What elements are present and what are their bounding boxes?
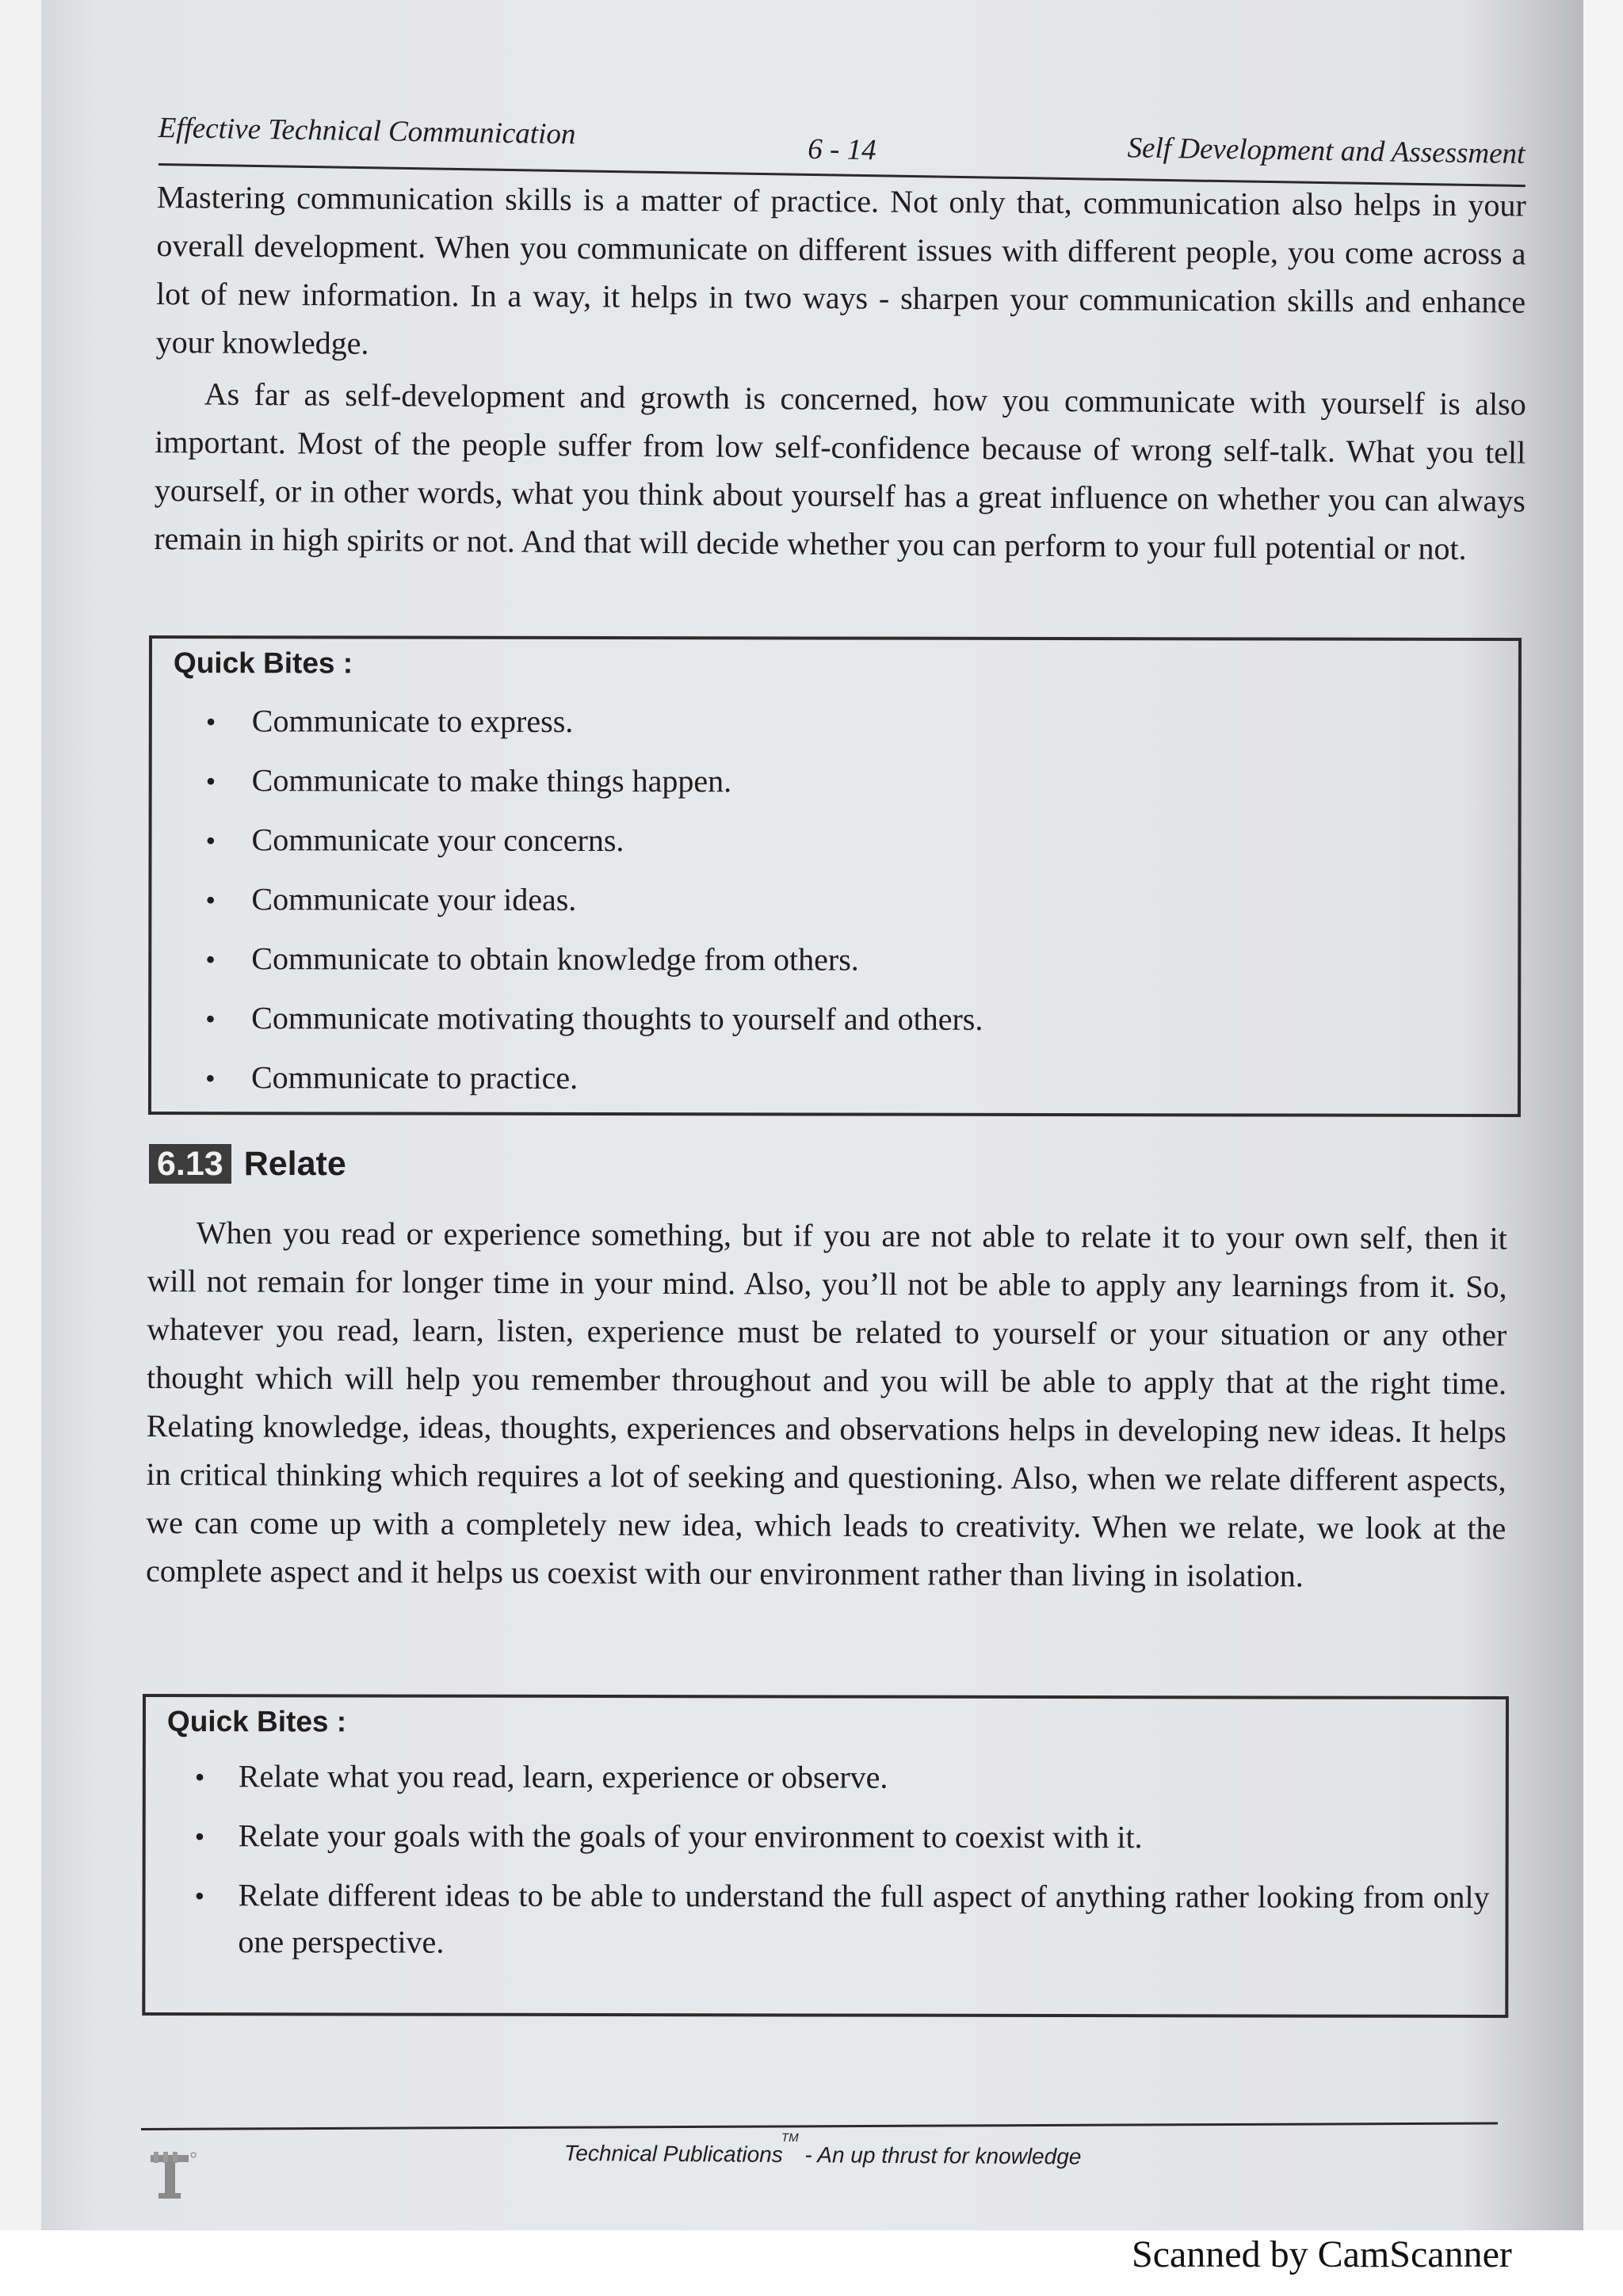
list-item: • Relate your goals with the goals of your environment to coexist with it. xyxy=(146,1812,1506,1861)
page-edge xyxy=(0,0,41,2230)
section-number: 6.13 xyxy=(149,1144,231,1184)
bullet-icon: • xyxy=(205,765,216,798)
section-heading xyxy=(149,1143,346,1184)
publisher-name: Technical Publications xyxy=(563,2140,783,2167)
quick-bites-title: Quick Bites : xyxy=(173,646,353,680)
paragraph-relate: When you read or experience something, but if you are not able to relate it to your own self, then it will not remain for longer time in your mind. Also, you’ll not be able to apply any learnings from it. So, whatever you read, learn, listen, experience must be related to yourself or your situation or any other thought which will help you remember throughout and you will be able to apply that at the right time. Relating knowledge, ideas, thoughts, experiences and observations helps in developing new ideas. It helps in critical thinking which requires a lot of seeking and questioning. Also, when we relate different aspects, we can come up with a completely new idea, which leads to creativity. When we relate, we look at the complete aspect and it helps us coexist with our environment rather than living in isolation. xyxy=(145,1215,1507,1594)
quick-bites-list xyxy=(151,700,1518,1119)
bullet-icon: • xyxy=(194,1821,205,1853)
bullet-icon: • xyxy=(194,1761,205,1794)
trademark-mark: TM xyxy=(781,2130,799,2145)
quick-bites-title: Quick Bites : xyxy=(166,1705,347,1738)
list-item: • Communicate to practice. xyxy=(151,1057,1518,1100)
list-item: • Relate what you read, learn, experience or observe. xyxy=(146,1753,1506,1802)
page-number: 6 - 14 xyxy=(808,132,876,167)
quick-bites-box-relate xyxy=(142,1694,1509,2018)
paragraph-self-development: As far as self-development and growth is concerned, how you communicate with yourself is also important. Most of the people suffer from low self-confidence because of wrong self-talk. What you tell yourself, or in other words, what you think about yourself has a great influence on whether you can always remain in high spirits or not. And that will decide whether you can perform to your full potential or not. xyxy=(154,376,1526,567)
chapter-title: Self Development and Assessment xyxy=(1127,132,1526,171)
quick-bites-box-communicate xyxy=(148,635,1522,1117)
book-title: Effective Technical Communication xyxy=(158,111,576,151)
camscanner-watermark: Scanned by CamScanner xyxy=(1132,2233,1512,2275)
bullet-icon: • xyxy=(205,944,216,976)
section-title: Relate xyxy=(243,1144,346,1183)
page-right-margin xyxy=(1583,0,1623,2230)
page-footer xyxy=(564,2130,1082,2170)
list-item: • Communicate to make things happen. xyxy=(152,760,1518,803)
list-item: • Communicate your ideas. xyxy=(151,879,1518,921)
bullet-icon: • xyxy=(205,706,216,738)
quick-bites-list xyxy=(145,1753,1505,1980)
bullet-icon: • xyxy=(205,884,216,917)
publisher-logo-icon xyxy=(147,2149,203,2204)
paragraph-mastering-communication: Mastering communication skills is a matter of practice. Not only that, communication also helps in your overall development. When you communicate on different issues with different people, you come across a lot of new information. In a way, it helps in two ways - sharpen your communication skills and enhance your knowledge. xyxy=(155,178,1526,361)
bullet-icon: • xyxy=(205,1003,216,1035)
list-item: • Communicate your concerns. xyxy=(152,819,1518,862)
bullet-icon: • xyxy=(204,1062,216,1095)
list-item: • Communicate to obtain knowledge from others. xyxy=(151,938,1518,981)
list-item: • Communicate to express. xyxy=(152,700,1518,743)
publisher-tagline: - An up thrust for knowledge xyxy=(804,2142,1082,2169)
list-item: • Relate different ideas to be able to understand the full aspect of anything rather looking from only one perspective. xyxy=(145,1871,1505,1967)
bullet-icon: • xyxy=(194,1880,205,1913)
bullet-icon: • xyxy=(205,825,216,857)
list-item: • Communicate motivating thoughts to yourself and others. xyxy=(151,997,1518,1040)
